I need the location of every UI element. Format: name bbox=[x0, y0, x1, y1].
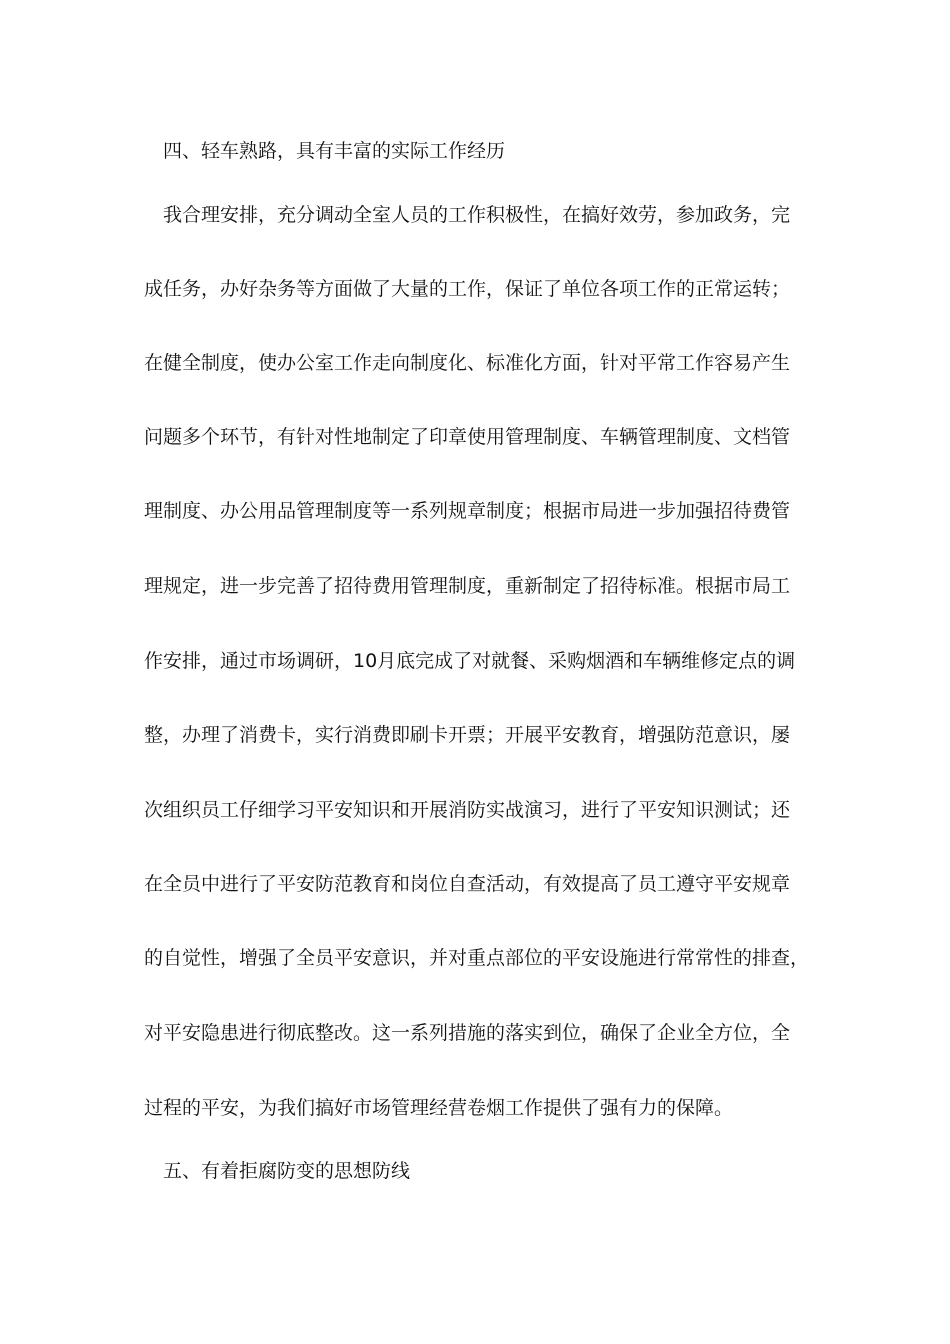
paragraph-line: 次组织员工仔细学习平安知识和开展消防实战演习，进行了平安知识测试；还 bbox=[144, 799, 791, 821]
section-heading-4: 四、轻车熟路，具有丰富的实际工作经历 bbox=[163, 140, 506, 162]
paragraph-line: 理规定，进一步完善了招待费用管理制度，重新制定了招待标准。根据市局工 bbox=[144, 575, 791, 597]
paragraph-line: 理制度、办公用品管理制度等一系列规章制度；根据市局进一步加强招待费管 bbox=[144, 500, 791, 522]
paragraph-line: 成任务，办好杂务等方面做了大量的工作，保证了单位各项工作的正常运转； bbox=[144, 278, 791, 300]
paragraph-line: 作安排，通过市场调研，10月底完成了对就餐、采购烟酒和车辆维修定点的调 bbox=[144, 650, 796, 672]
paragraph-line: 的自觉性，增强了全员平安意识，并对重点部位的平安设施进行常常性的排查， bbox=[144, 947, 810, 969]
paragraph-line: 在全员中进行了平安防范教育和岗位自查活动，有效提高了员工遵守平安规章 bbox=[144, 873, 791, 895]
paragraph-line: 问题多个环节，有针对性地制定了印章使用管理制度、车辆管理制度、文档管 bbox=[144, 426, 791, 448]
paragraph-line: 整，办理了消费卡，实行消费即刷卡开票；开展平安教育，增强防范意识，屡 bbox=[144, 724, 791, 746]
section-heading-5: 五、有着拒腐防变的思想防线 bbox=[163, 1160, 411, 1182]
paragraph-line: 我合理安排，充分调动全室人员的工作积极性，在搞好效劳，参加政务，完 bbox=[163, 204, 791, 226]
paragraph-line: 对平安隐患进行彻底整改。这一系列措施的落实到位，确保了企业全方位，全 bbox=[144, 1022, 791, 1044]
paragraph-line: 过程的平安，为我们搞好市场管理经营卷烟工作提供了强有力的保障。 bbox=[144, 1097, 734, 1119]
paragraph-line: 在健全制度，使办公室工作走向制度化、标准化方面，针对平常工作容易产生 bbox=[144, 352, 791, 374]
